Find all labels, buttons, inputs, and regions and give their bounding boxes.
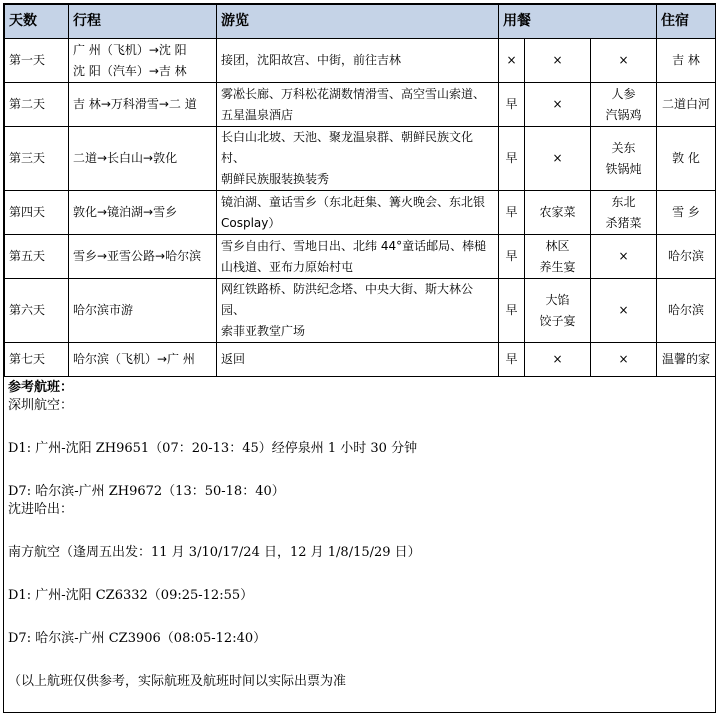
day-cell: 第三天 [5, 127, 69, 191]
route-line: 哈尔滨市游 [73, 303, 134, 317]
sights-line: 索菲亚教堂广场 [221, 324, 306, 338]
meal-line: 关东 [611, 140, 636, 155]
meal-line: 铁锅炖 [605, 161, 642, 176]
sights-cell [217, 191, 499, 235]
table-row [5, 235, 716, 279]
route-cell [69, 39, 217, 83]
flight-d7-southern: D7: 哈尔滨-广州 CZ3906（08:05-12:40） [8, 631, 267, 646]
table-row [5, 39, 716, 83]
hotel-cell: 雪 乡 [657, 191, 716, 235]
meal-lunch-cell [525, 83, 591, 127]
meal-dinner-cell [591, 39, 657, 83]
route-line: 哈尔滨（飞机）→广 州 [73, 352, 195, 366]
hotel-cell: 敦 化 [657, 127, 716, 191]
sights-line: 山栈道、亚布力原始村屯 [221, 259, 354, 274]
notes-title: 参考航班： [8, 380, 74, 395]
meal-line: × [552, 97, 563, 111]
meal-breakfast-cell [499, 39, 525, 83]
flight-d7-shenzhen: D7: 哈尔滨-广州 ZH9672（13：50-18：40） [8, 484, 285, 499]
routing-note: 沈进哈出： [8, 502, 74, 517]
meal-dinner-cell [591, 191, 657, 235]
sights-line: 朝鲜民族服装换装秀 [221, 172, 330, 186]
meal-line: 东北 [611, 194, 636, 209]
header-row [5, 5, 716, 39]
day-cell: 第四天 [5, 191, 69, 235]
meal-dinner-cell [591, 235, 657, 279]
disclaimer: （以上航班仅供参考，实际航班及航班时间以实际出票为准 [8, 674, 347, 689]
day-cell: 第五天 [5, 235, 69, 279]
table-row [5, 279, 716, 343]
itinerary-table [4, 4, 716, 377]
meal-breakfast-cell [499, 127, 525, 191]
sights-line: 镜泊湖、童话雪乡（东北赶集、篝火晚会、东北银 [221, 194, 486, 209]
sights-cell [217, 39, 499, 83]
meal-line: 林区 [545, 238, 570, 253]
hotel-cell: 二道白河 [657, 83, 716, 127]
sights-line: Cosplay） [221, 215, 281, 230]
sights-line: 接团，沈阳故宫、中街，前往吉林 [221, 53, 402, 67]
header-sights: 游览 [217, 5, 499, 39]
route-line: 沈 阳（汽车）→吉 林 [73, 63, 187, 78]
meal-line: × [506, 53, 517, 67]
meal-lunch-cell [525, 343, 591, 377]
route-cell [69, 83, 217, 127]
sights-line: 返回 [221, 352, 246, 366]
sights-cell [217, 83, 499, 127]
meal-line: 农家菜 [539, 205, 576, 219]
sights-cell [217, 235, 499, 279]
meal-line: 早 [505, 303, 518, 317]
meal-line: × [552, 53, 563, 67]
sights-cell [217, 279, 499, 343]
meal-dinner-cell [591, 83, 657, 127]
meal-line: 饺子宴 [539, 313, 576, 328]
route-cell [69, 279, 217, 343]
day-cell: 第一天 [5, 39, 69, 83]
meal-lunch-cell [525, 279, 591, 343]
route-line: 二道→长白山→敦化 [73, 151, 178, 165]
flight-d1-shenzhen: D1: 广州-沈阳 ZH9651（07：20-13：45）经停泉州 1 小时 30 分钟 [8, 441, 418, 456]
header-route: 行程 [69, 5, 217, 39]
meal-breakfast-cell [499, 343, 525, 377]
table-row [5, 127, 716, 191]
meal-line: 人参 [611, 86, 636, 101]
route-cell [69, 127, 217, 191]
route-cell [69, 235, 217, 279]
meal-line: × [618, 303, 629, 317]
meal-line: 早 [505, 249, 518, 263]
meal-line: 汽锅鸡 [605, 107, 642, 122]
hotel-cell: 哈尔滨 [657, 279, 716, 343]
meal-lunch-cell [525, 39, 591, 83]
meal-line: × [618, 53, 629, 67]
meal-dinner-cell [591, 127, 657, 191]
route-line: 敦化→镜泊湖→雪乡 [73, 205, 178, 219]
sights-line: 长白山北坡、天池、聚龙温泉群、朝鲜民族文化村、 [221, 130, 474, 165]
route-line: 广 州（飞机）→沈 阳 [73, 42, 187, 57]
day-cell: 第六天 [5, 279, 69, 343]
meal-line: × [618, 352, 629, 366]
route-cell [69, 191, 217, 235]
meal-line: 早 [505, 97, 518, 111]
itinerary-document [3, 3, 716, 713]
sights-line: 雪乡自由行、雪地日出、北纬 44°童话邮局、棒槌 [221, 238, 487, 253]
meal-breakfast-cell [499, 83, 525, 127]
meal-dinner-cell [591, 343, 657, 377]
hotel-cell: 吉 林 [657, 39, 716, 83]
meal-line: × [618, 249, 629, 263]
table-row [5, 343, 716, 377]
route-line: 吉 林→万科滑雪→二 道 [73, 97, 197, 111]
meal-line: 早 [505, 205, 518, 219]
meal-line: 早 [505, 352, 518, 366]
sights-line: 网红铁路桥、防洪纪念塔、中央大街、斯大林公园、 [221, 282, 474, 317]
meal-lunch-cell [525, 191, 591, 235]
route-cell [69, 343, 217, 377]
flight-notes [4, 379, 715, 691]
sights-line: 雾凇长廊、万科松花湖数情滑雪、高空雪山索道、 [221, 86, 486, 101]
meal-breakfast-cell [499, 235, 525, 279]
meal-lunch-cell [525, 127, 591, 191]
hotel-cell: 温馨的家 [657, 343, 716, 377]
meal-line: × [552, 151, 563, 165]
sights-cell [217, 343, 499, 377]
sights-line: 五星温泉酒店 [221, 107, 294, 122]
meal-line: 大馅 [545, 292, 570, 307]
meal-line: 养生宴 [539, 259, 576, 274]
day-cell: 第二天 [5, 83, 69, 127]
airline-southern: 南方航空（逢周五出发：11 月 3/10/17/24 日，12 月 1/8/15/29 日） [8, 545, 421, 560]
flight-d1-southern: D1: 广州-沈阳 CZ6332（09:25-12:55） [8, 588, 254, 603]
sights-cell [217, 127, 499, 191]
day-cell: 第七天 [5, 343, 69, 377]
meal-line: × [552, 352, 563, 366]
route-line: 雪乡→亚雪公路→哈尔滨 [73, 249, 202, 263]
table-row [5, 191, 716, 235]
header-day: 天数 [5, 5, 69, 39]
meal-breakfast-cell [499, 279, 525, 343]
meal-lunch-cell [525, 235, 591, 279]
header-hotel: 住宿 [657, 5, 716, 39]
airline-shenzhen: 深圳航空： [8, 398, 74, 413]
meal-dinner-cell [591, 279, 657, 343]
header-meals: 用餐 [499, 5, 657, 39]
meal-line: 早 [505, 151, 518, 165]
hotel-cell: 哈尔滨 [657, 235, 716, 279]
table-row [5, 83, 716, 127]
meal-line: 杀猪菜 [605, 215, 642, 230]
meal-breakfast-cell [499, 191, 525, 235]
